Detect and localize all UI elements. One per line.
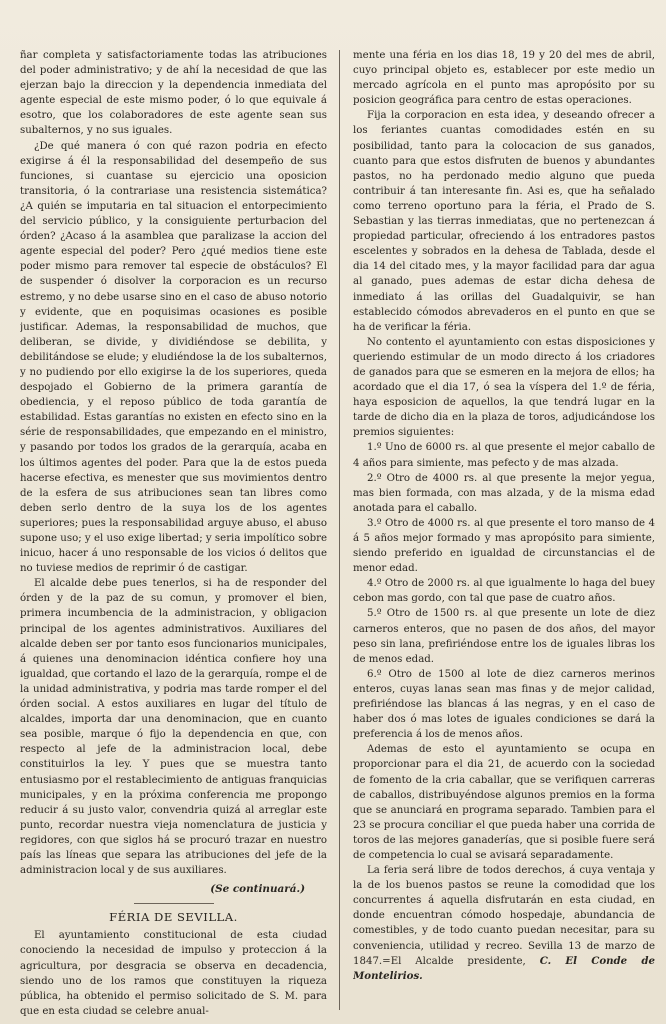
right-paragraph-3: No contento el ayuntamiento con estas disposiciones y queriendo estimular de un modo directo á los criadores de ganados para que se esmeren en la mejora de ellos; ha acordado que el dia 17, ó sea la víspera del 1.º de féria, haya esposicion de aquellos, la que tendrá lugar en la tarde de dicho dia en la plaza de toros, adjudicándose los premios siguientes: [353, 336, 655, 439]
right-paragraph-4: Ademas de esto el ayuntamiento se ocupa en proporcionar para el dia 21, de acuerdo con la sociedad de fomento de la cria caballar, que se verifiquen carreras de caballos, distribuyéndose algunos premios en la forma que se anunciará en programa separado. Tambien para el 23 se procura conciliar el que pueda haber una corrida de toros de las mejores ganaderías, que si posible fuere será de competencia lo cual se avisará separadamente. [353, 744, 655, 861]
column-rule [339, 50, 340, 1010]
left-paragraph-3: El alcalde debe pues tenerlos, si ha de responder del órden y de la paz de su comun, y promover el bien, primera incumbencia de la administracion, y obligacion principal de los agentes administrativos. Auxiliares del alcalde deben ser por tanto esos funcionarios municipales, á quienes una denominacion idéntica confiere hoy una igualdad, que cortando el lazo de la gerarquía, rompe el de la unidad administrativa, y podria mas tarde romper el del órden social. A estos auxiliares en lugar del título de alcaldes, importa dar una denominacion, que en cuanto sea posible, marque ó fijo la dependencia en que, con respecto al jefe de la administracion local, debe constituirlos la ley. Y pues que se muestra tanto entusiasmo por el restablecimiento de antiguas franquicias municipales, y en la próxima conferencia me propongo reducir á su justo valor, convendria quizá al arreglar este punto, recordar nuestra vieja nomenclatura de justicia y regidores, con que siglos há se procuró trazar en nuestro país las líneas que separa las atribuciones del jefe de la administracion local y de sus auxiliares. [20, 578, 327, 877]
prize-item: 3.º Otro de 4000 rs. al que presente el toro manso de 4 á 5 años mejor formado y mas apropósito para simiente, siendo preferido en igualdad de circunstancias el de menor edad. [353, 517, 655, 575]
prize-item: 4.º Otro de 2000 rs. al que igualmente lo haga del buey cebon mas gordo, con tal que pase de cuatro años. [353, 578, 655, 605]
prize-item: 6.º Otro de 1500 al lote de diez carneros merinos enteros, cuyas lanas sean mas finas y de mejor calidad, prefiriéndose las blancas á las negras, y en el caso de haber dos ó mas lotes de iguales condiciones se dará la preferencia á los de menos años. [353, 668, 655, 741]
left-paragraph-4: El ayuntamiento constitucional de esta ciudad conociendo la necesidad de impulso y proteccion á la agricultura, por desgracia se observa en decadencia, siendo uno de los ramos que constituyen la riqueza pública, ha obtenido el permiso solicitado de S. M. para que en esta ciudad se celebre anual- [20, 930, 327, 1017]
right-column [353, 48, 655, 1020]
prize-item: 1.º Uno de 6000 rs. al que presente el mejor caballo de 4 años para simiente, mas pefecto y de mas alzada. [353, 442, 655, 469]
closing-text: La feria será libre de todos derechos, á cuya ventaja y la de los buenos pastos se reune la comodidad que los concurrentes á aquella disfrutarán en esta ciudad, en donde encuentran cómodo hospedaje, abundancia de comestibles, y de todo cuanto puedan necesitar, para su conveniencia, utilidad y recreo. Sevilla 13 de marzo de 1847.=El Alcalde presidente, [353, 865, 655, 967]
section-title: FÉRIA DE SEVILLA. [109, 910, 238, 925]
left-paragraph-2: ¿De qué manera ó con qué razon podria en efecto exigirse á él la responsabilidad del desempeño de sus funciones, si cuantase su ejercicio una oposicion transitoria, ó la contrariase una resistencia sistemática? ¿A quién se imputaria en tal situacion el entorpecimiento del servicio público, y la consiguiente perturbacion del órden? ¿Acaso á la asamblea que paralizase la accion del agente especial del poder? Pero ¿qué medios tiene este poder mismo para remover tal especie de obstáculos? El de suspender ó disolver la corporacion es un recurso estremo, y no debe usarse sino en el caso de abuso notorio y evidente, que en poquisimas ocasiones es posible justificar. Ademas, la responsabilidad de muchos, que deliberan, se divide, y dividiéndose se debilita, y debilitándose se elude; y eludiéndose la de los subalternos, y no pudiendo por ello exigirse la de los superiores, queda despojado el Gobierno de la primera garantía de obediencia, y el reposo público de toda garantía de estabilidad. Estas garantías no existen en efecto sino en la série de responsabilidades, que empezando en el ministro, y pasando por todos los grados de la gerarquía, acaba en los últimos agentes del poder. Para que la de estos pueda hacerse efectiva, es menester que sus movimientos dentro de la esfera de sus atribuciones sean tan libres como deben serlo dentro de la suya los de los agentes superiores; pues la responsabilidad arguye abuso, el abuso supone uso; y el uso exige libertad; y seria impolítico sobre inicuo, hacer á uno responsable de los vicios ó delitos que no tuviese medios de reprimir ó de castigar. [20, 140, 327, 575]
left-column [20, 48, 327, 1020]
section-divider [134, 903, 214, 904]
prize-item: 5.º Otro de 1500 rs. al que presente un lote de diez carneros enteros, que no pasen de dos años, del mayor peso sin lana, prefiriéndose entre los de iguales libras los de menos edad. [353, 608, 655, 665]
right-paragraph-1: mente una féria en los dias 18, 19 y 20 del mes de abril, cuyo principal objeto es, establecer por este medio un mercado agrícola en el punto mas apropósito por su posicion geográfica para centro de estas operaciones. [353, 50, 655, 107]
continued-note: (Se continuará.) [210, 883, 305, 896]
right-paragraph-2: Fija la corporacion en esta idea, y deseando ofrecer a los feriantes cuantas comodidades estén en su posibilidad, tanto para la colocacion de sus ganados, cuanto para que estos disfruten de buenos y abundantes pastos, no ha perdonado medio alguno que pueda contribuir á tan interesante fin. Asi es, que ha señalado como terreno oportuno para la féria, el Prado de S. Sebastian y las tierras inmediatas, que no pertenezcan á propiedad particular, ofreciendo á los entradores pastos escelentes y sobrados en la dehesa de Tablada, desde el dia 14 del citado mes, y la mayor facilidad para dar agua al ganado, pues ademas de estar dicha dehesa de inmediato á las orillas del Guadalquivir, se han establecido cómodos abrevaderos en el punto en que se ha de verificar la féria. [353, 110, 655, 333]
right-paragraph-5 [353, 863, 655, 984]
prize-item: 2.º Otro de 4000 rs. al que presente la mejor yegua, mas bien formada, con mas alzada, y de la misma edad anotada para el caballo. [353, 472, 655, 514]
signature: C. El Conde de Montelirios. [353, 954, 655, 982]
left-paragraph-1: ñar completa y satisfactoriamente todas las atribuciones del poder administrativo; y de ahí la necesidad de que las ejerzan bajo la direccion y la dependencia inmediata del agente especial de este mismo poder, ó lo que equivale á esotro, que los colaboradores de este agente sean sus subalternos, y no sus iguales. [20, 50, 327, 137]
